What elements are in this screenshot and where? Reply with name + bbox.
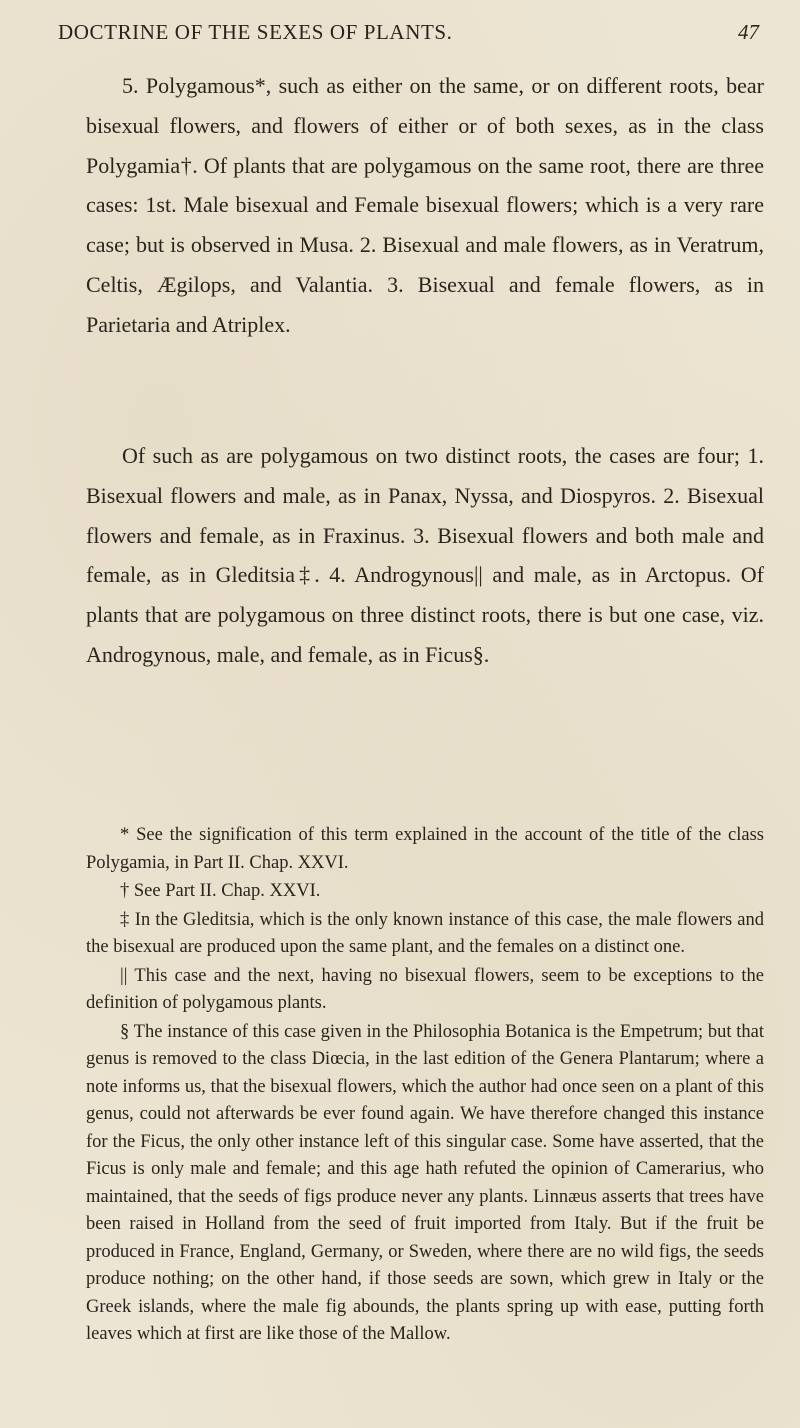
- footnote: † See Part II. Chap. XXVI.: [120, 881, 321, 901]
- footnotes: [86, 822, 764, 1350]
- body-paragraph-1: [86, 66, 764, 345]
- paragraph-text: 5. Polygamous*, such as either on the same, or on different roots, bear bisexual flowers, and flowers of either or of both sexes, as in the class Polygamia†. Of plants that are polygamous on the same root, there are three cases: 1st. Male bisexual and Female bisexual flowers; which is a very rare case; but is observed in Musa. 2. Bisexual and male flowers, as in Veratrum, Celtis, Ægilops, and Valantia. 3. Bisexual and female flowers, as in Parietaria and Atriplex.: [86, 73, 764, 337]
- footnote: ‡ In the Gleditsia, which is the only known instance of this case, the male flowers and the bisexual are produced upon the same plant, and the females on a distinct one.: [86, 909, 764, 957]
- running-head: DOCTRINE OF THE SEXES OF PLANTS.: [58, 20, 453, 44]
- footnote: * See the signification of this term explained in the account of the title of the class Polygamia, in Part II. Chap. XXVI.: [86, 825, 764, 873]
- footnote: || This case and the next, having no bisexual flowers, seem to be exceptions to the definition of polygamous plants.: [86, 965, 764, 1013]
- page-number: 47: [738, 20, 759, 44]
- paragraph-text: Of such as are polygamous on two distinct roots, the cases are four; 1. Bisexual flowers and male, as in Panax, Nyssa, and Diospyros. 2. Bisexual flowers and female, as in Fraxinus. 3. Bisexual flowers and both male and female, as in Gleditsia‡. 4. Androgynous|| and male, as in Arctopus. Of plants that are polygamous on three distinct roots, there is but one case, viz. Androgynous, male, and female, as in Ficus§.: [86, 443, 764, 667]
- footnote: § The instance of this case given in the Philosophia Botanica is the Empetrum; but that genus is removed to the class Diœcia, in the last edition of the Genera Plantarum; where a note informs us, that the bisexual flowers, which the author had once seen on a plant of this genus, could not afterwards be ever found again. We have therefore changed this instance for the Ficus, the only other instance left of this singular case. Some have asserted, that the Ficus is only male and female; and this age hath refuted the opinion of Camerarius, who maintained, that the seeds of figs produce never any plants. Linnæus asserts that trees have been raised in Holland from the seed of fruit imported from Italy. But if the fruit be produced in France, England, Germany, or Sweden, where there are no wild figs, the seeds produce nothing; on the other hand, if those seeds are sown, which grew in Italy or the Greek islands, where the male fig abounds, the plants spring up with ease, putting forth leaves which at first are like those of the Mallow.: [86, 1021, 764, 1344]
- body-paragraph-2: [86, 436, 764, 675]
